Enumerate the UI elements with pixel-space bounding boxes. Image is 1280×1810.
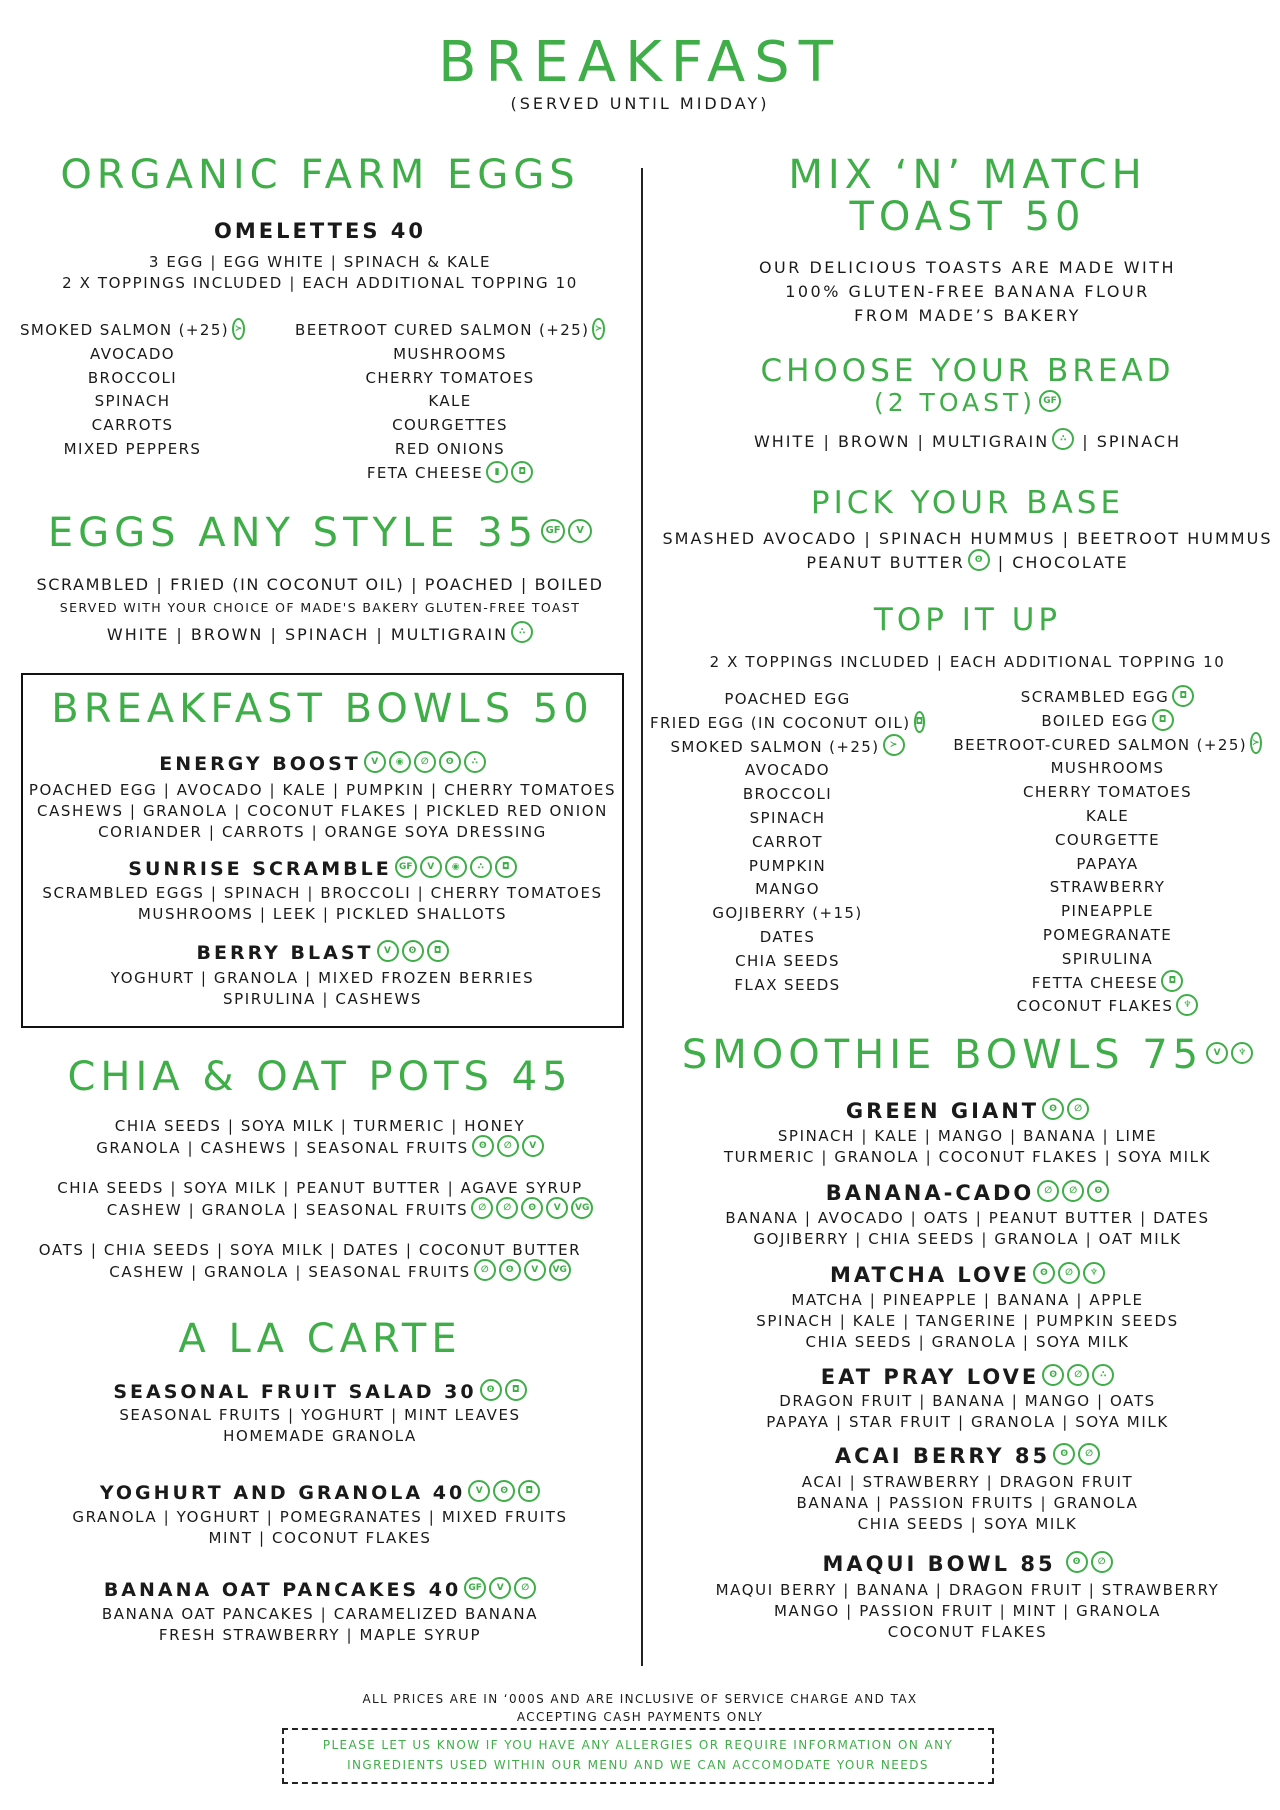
toast-desc-3: FROM MADE’S BAKERY xyxy=(854,306,1081,325)
fish-icon: ≻ xyxy=(232,318,245,340)
nut-icon: ʘ xyxy=(480,1379,502,1401)
bread-options: WHITE | BROWN | SPINACH | MULTIGRAIN xyxy=(106,624,509,644)
chia-pot-3-line-2 xyxy=(20,1261,660,1283)
vegetarian-icon: V xyxy=(468,1480,490,1502)
soy-icon: ∅ xyxy=(1067,1098,1089,1120)
fruit-salad-line-1: SEASONAL FRUITS | YOGHURT | MINT LEAVES xyxy=(119,1406,521,1424)
nut-icon: ʘ xyxy=(1053,1443,1075,1465)
list-item: SMOKED SALMON (+25) xyxy=(20,321,230,339)
gluten-free-icon: GF xyxy=(464,1577,486,1599)
fish-icon: ≻ xyxy=(1250,732,1262,754)
nut-icon: ʘ xyxy=(402,940,424,962)
fish-icon: ≻ xyxy=(592,318,605,340)
energy-boost-line-2: CASHEWS | GRANOLA | COCONUT FLAKES | PICKLED RED ONION xyxy=(37,802,608,820)
organic-farm-eggs-title: ORGANIC FARM EGGS xyxy=(60,152,580,198)
maqui-bowl-line-1: MAQUI BERRY | BANANA | DRAGON FRUIT | STRAWBERRY xyxy=(715,1581,1220,1599)
energy-boost-title: ENERGY BOOST xyxy=(159,753,361,775)
allergy-notice-box xyxy=(282,1728,994,1784)
eat-pray-love-line-2: PAPAYA | STAR FRUIT | GRANOLA | SOYA MILK xyxy=(766,1413,1169,1431)
nut-icon: ʘ xyxy=(493,1480,515,1502)
list-item: BEETROOT-CURED SALMON (+25) xyxy=(953,735,1248,754)
footer-cash: ACCEPTING CASH PAYMENTS ONLY xyxy=(516,1710,764,1724)
page-title: BREAKFAST xyxy=(438,30,842,95)
soy-icon: ∅ xyxy=(1062,1180,1084,1202)
list-item: RED ONIONS xyxy=(394,439,506,458)
acai-berry-line-3: CHIA SEEDS | SOYA MILK xyxy=(857,1515,1078,1533)
smoothie-bowls-heading xyxy=(645,1032,1280,1078)
dairy-icon: ◉ xyxy=(389,751,411,773)
vegetarian-icon: V xyxy=(546,1197,568,1219)
list-item: STRAWBERRY xyxy=(1049,878,1166,897)
green-giant-heading xyxy=(645,1099,1280,1123)
toast-desc-1: OUR DELICIOUS TOASTS ARE MADE WITH xyxy=(758,258,1177,277)
fruit-salad-title: SEASONAL FRUIT SALAD 30 xyxy=(113,1381,477,1403)
top-it-up-line: 2 X TOPPINGS INCLUDED | EACH ADDITIONAL TOPPING 10 xyxy=(709,653,1226,671)
pancakes-title: BANANA OAT PANCAKES 40 xyxy=(103,1579,462,1601)
nut-icon: ʘ xyxy=(968,549,990,571)
a-la-carte-title: A LA CARTE xyxy=(178,1316,462,1362)
chia-pot-1-line-2 xyxy=(0,1137,640,1159)
chia-pot-1-ingredients: GRANOLA | CASHEWS | SEASONAL FRUITS xyxy=(96,1138,469,1157)
berry-blast-line-2: SPIRULINA | CASHEWS xyxy=(222,990,422,1008)
list-item: GOJIBERRY (+15) xyxy=(712,904,863,923)
base-line-1: SMASHED AVOCADO | SPINACH HUMMUS | BEETROOT HUMMUS xyxy=(662,529,1273,548)
egg-icon: ◘ xyxy=(518,1480,540,1502)
mix-match-title-2: TOAST 50 xyxy=(849,194,1086,240)
list-item: KALE xyxy=(428,392,472,411)
bread-quantity: (2 TOAST) xyxy=(873,388,1037,417)
banana-cado-heading xyxy=(645,1181,1280,1205)
vegetarian-icon: V xyxy=(524,1259,546,1281)
egg-icon: ◘ xyxy=(1152,709,1174,731)
berry-blast-title: BERRY BLAST xyxy=(196,942,374,964)
list-item: AVOCADO xyxy=(745,761,830,780)
chia-pot-2-line-1: CHIA SEEDS | SOYA MILK | PEANUT BUTTER | AGAVE SYRUP xyxy=(57,1179,583,1197)
soy-icon: ∅ xyxy=(496,1197,518,1219)
toast-toppings-col-1 xyxy=(650,688,925,997)
omelettes-line-2: 2 X TOPPINGS INCLUDED | EACH ADDITIONAL TOPPING 10 xyxy=(62,274,578,292)
soy-icon: ∅ xyxy=(471,1197,493,1219)
nut-icon: ʘ xyxy=(1042,1364,1064,1386)
list-item: COURGETTE xyxy=(1055,830,1160,849)
vegetarian-icon: V xyxy=(568,519,592,543)
soy-icon: ∅ xyxy=(414,751,436,773)
eggs-any-style-line-1: SCRAMBLED | FRIED (IN COCONUT OIL) | POACHED | BOILED xyxy=(36,575,604,594)
sunrise-scramble-heading xyxy=(21,858,624,880)
eggs-any-style-bread xyxy=(0,623,640,645)
fruit-salad-line-2: HOMEMADE GRANOLA xyxy=(223,1427,417,1445)
nut-icon: ʘ xyxy=(439,751,461,773)
allergy-notice-line-1: PLEASE LET US KNOW IF YOU HAVE ANY ALLERGIES OR REQUIRE INFORMATION ON ANY xyxy=(322,1738,954,1752)
nut-icon: ʘ xyxy=(472,1135,494,1157)
berry-blast-heading xyxy=(21,942,624,964)
list-item: COCONUT FLAKES xyxy=(1016,997,1174,1016)
banana-cado-line-2: GOJIBERRY | CHIA SEEDS | GRANOLA | OAT MILK xyxy=(753,1230,1182,1248)
gluten-free-icon: GF xyxy=(1039,390,1061,412)
list-item: MANGO xyxy=(755,880,820,899)
smoothie-bowls-title: SMOOTHIE BOWLS 75 xyxy=(681,1032,1204,1078)
fish-icon: ≻ xyxy=(883,734,905,756)
base-chocolate: | CHOCOLATE xyxy=(997,552,1129,572)
list-item: BOILED EGG xyxy=(1041,711,1149,730)
list-item: AVOCADO xyxy=(90,344,175,363)
list-item: CARROTS xyxy=(91,416,174,435)
vegetarian-icon: V xyxy=(522,1135,544,1157)
maqui-bowl-line-2: MANGO | PASSION FRUIT | MINT | GRANOLA xyxy=(773,1602,1162,1620)
soy-icon: ∅ xyxy=(1067,1364,1089,1386)
maqui-bowl-line-3: COCONUT FLAKES xyxy=(887,1623,1048,1641)
list-item: CHERRY TOMATOES xyxy=(365,368,535,387)
bread-options-row xyxy=(645,430,1280,452)
sunrise-scramble-title: SUNRISE SCRAMBLE xyxy=(128,858,392,880)
matcha-love-line-2: SPINACH | KALE | TANGERINE | PUMPKIN SEEDS xyxy=(756,1312,1179,1330)
matcha-love-line-1: MATCHA | PINEAPPLE | BANANA | APPLE xyxy=(791,1291,1144,1309)
list-item: SPINACH xyxy=(94,392,171,411)
list-item: SCRAMBLED EGG xyxy=(1020,688,1170,706)
list-item: BROCCOLI xyxy=(87,368,178,387)
gluten-free-icon: GF xyxy=(541,519,565,543)
base-line-2 xyxy=(645,551,1280,573)
maqui-bowl-title: MAQUI BOWL 85 xyxy=(822,1552,1056,1576)
matcha-love-line-3: CHIA SEEDS | GRANOLA | SOYA MILK xyxy=(805,1333,1130,1351)
nut-icon: ʘ xyxy=(521,1197,543,1219)
egg-icon: ◘ xyxy=(1172,685,1194,707)
chia-pot-3-line-1: OATS | CHIA SEEDS | SOYA MILK | DATES | COCONUT BUTTER xyxy=(38,1241,582,1259)
egg-icon: ◘ xyxy=(511,461,533,483)
omelettes-line-1: 3 EGG | EGG WHITE | SPINACH & KALE xyxy=(148,253,492,271)
nut-icon: ʘ xyxy=(499,1259,521,1281)
chia-pot-2-ingredients: CASHEW | GRANOLA | SEASONAL FRUITS xyxy=(106,1200,469,1219)
pick-base-title: PICK YOUR BASE xyxy=(810,485,1125,521)
energy-boost-line-1: POACHED EGG | AVOCADO | KALE | PUMPKIN | CHERRY TOMATOES xyxy=(28,781,617,799)
list-item: PAPAYA xyxy=(1076,854,1139,873)
vegetarian-icon: V xyxy=(1206,1042,1228,1064)
list-item: BROCCOLI xyxy=(742,785,833,804)
dairy-icon: ◉ xyxy=(445,856,467,878)
seed-icon: ∴ xyxy=(464,751,486,773)
base-peanut-butter: PEANUT BUTTER xyxy=(806,552,965,572)
matcha-love-heading xyxy=(645,1263,1280,1287)
eat-pray-love-title: EAT PRAY LOVE xyxy=(820,1365,1040,1389)
vegetarian-icon: V xyxy=(489,1577,511,1599)
footer-prices: ALL PRICES ARE IN ‘000S AND ARE INCLUSIVE OF SERVICE CHARGE AND TAX xyxy=(362,1692,918,1706)
list-item: PUMPKIN xyxy=(748,856,827,875)
omelettes-title: OMELETTES 40 xyxy=(214,219,426,243)
list-item: MIXED PEPPERS xyxy=(63,439,202,458)
soy-icon: ∅ xyxy=(497,1135,519,1157)
maqui-bowl-heading xyxy=(645,1552,1280,1576)
green-giant-line-1: SPINACH | KALE | MANGO | BANANA | LIME xyxy=(777,1127,1158,1145)
choose-bread-sub xyxy=(645,388,1280,417)
list-item: POACHED EGG xyxy=(724,690,851,708)
list-item: POMEGRANATE xyxy=(1042,925,1173,944)
list-item: KALE xyxy=(1085,806,1130,825)
nut-icon: ʘ xyxy=(1087,1180,1109,1202)
list-item: CHIA SEEDS xyxy=(735,951,840,970)
banana-cado-line-1: BANANA | AVOCADO | OATS | PEANUT BUTTER | DATES xyxy=(725,1209,1210,1227)
green-giant-line-2: TURMERIC | GRANOLA | COCONUT FLAKES | SOYA MILK xyxy=(723,1148,1212,1166)
chia-pot-3-ingredients: CASHEW | GRANOLA | SEASONAL FRUITS xyxy=(109,1262,471,1281)
egg-icon: ◘ xyxy=(914,711,926,733)
seed-icon: ∴ xyxy=(470,856,492,878)
wheat-icon: ♆ xyxy=(1176,994,1198,1016)
eat-pray-love-line-1: DRAGON FRUIT | BANANA | MANGO | OATS xyxy=(779,1392,1156,1410)
yoghurt-granola-line-1: GRANOLA | YOGHURT | POMEGRANATES | MIXED FRUITS xyxy=(72,1508,568,1526)
allergy-notice-line-2: INGREDIENTS USED WITHIN OUR MENU AND WE CAN ACCOMODATE YOUR NEEDS xyxy=(347,1758,929,1772)
list-item: PINEAPPLE xyxy=(1061,902,1154,921)
toast-desc-2: 100% GLUTEN-FREE BANANA FLOUR xyxy=(785,282,1150,301)
chia-pot-1-line-1: CHIA SEEDS | SOYA MILK | TURMERIC | HONEY xyxy=(114,1117,526,1135)
bread-options-a: WHITE | BROWN | MULTIGRAIN xyxy=(753,431,1050,451)
nut-icon: ʘ xyxy=(1066,1551,1088,1573)
list-item: COURGETTES xyxy=(392,416,508,435)
list-item: CARROT xyxy=(752,832,823,851)
chia-pot-2-line-2 xyxy=(30,1199,670,1221)
pancakes-heading xyxy=(0,1579,640,1601)
green-giant-title: GREEN GIANT xyxy=(845,1099,1040,1123)
acai-berry-heading xyxy=(645,1444,1280,1468)
gluten-free-icon: GF xyxy=(395,856,417,878)
nut-icon: ʘ xyxy=(1042,1098,1064,1120)
pancakes-line-2: FRESH STRAWBERRY | MAPLE SYRUP xyxy=(158,1626,482,1644)
fruit-salad-heading xyxy=(0,1381,640,1403)
soy-icon: ∅ xyxy=(474,1259,496,1281)
vegetarian-icon: V xyxy=(420,856,442,878)
list-item: FRIED EGG (IN COCONUT OIL) xyxy=(649,713,911,732)
yoghurt-granola-line-2: MINT | COCONUT FLAKES xyxy=(208,1529,432,1547)
seed-icon: ∴ xyxy=(1092,1364,1114,1386)
acai-berry-title: ACAI BERRY 85 xyxy=(834,1444,1051,1468)
chia-oat-pots-title: CHIA & OAT POTS 45 xyxy=(67,1054,573,1100)
energy-boost-heading xyxy=(21,753,624,775)
seed-icon: ∴ xyxy=(1052,428,1074,450)
mix-match-title-1: MIX ‘N’ MATCH xyxy=(788,152,1147,198)
top-it-up-title: TOP IT UP xyxy=(873,602,1062,638)
energy-boost-line-3: CORIANDER | CARROTS | ORANGE SOYA DRESSING xyxy=(98,823,547,841)
egg-icon: ◘ xyxy=(1161,970,1183,992)
soy-icon: ∅ xyxy=(1078,1443,1100,1465)
soy-icon: ∅ xyxy=(1058,1262,1080,1284)
omelette-toppings-col-2 xyxy=(295,319,605,486)
egg-icon: ◘ xyxy=(495,856,517,878)
list-item: SMOKED SALMON (+25) xyxy=(670,737,880,756)
dairy-icon: ▮ xyxy=(486,461,508,483)
list-item: MUSHROOMS xyxy=(393,344,507,363)
list-item: FETA CHEESE xyxy=(366,463,484,482)
list-item: FLAX SEEDS xyxy=(734,975,841,994)
vegan-icon: VG xyxy=(549,1259,571,1281)
list-item: CHERRY TOMATOES xyxy=(1022,783,1193,802)
breakfast-bowls-title: BREAKFAST BOWLS 50 xyxy=(51,686,594,732)
column-divider xyxy=(641,168,643,1666)
page-subtitle: (SERVED UNTIL MIDDAY) xyxy=(510,94,770,113)
soy-icon: ∅ xyxy=(1091,1551,1113,1573)
eggs-any-style-line-2: SERVED WITH YOUR CHOICE OF MADE'S BAKERY GLUTEN-FREE TOAST xyxy=(59,600,581,615)
pancakes-line-1: BANANA OAT PANCAKES | CARAMELIZED BANANA xyxy=(101,1605,539,1623)
egg-icon: ◘ xyxy=(505,1379,527,1401)
list-item: DATES xyxy=(759,927,816,946)
sunrise-scramble-line-2: MUSHROOMS | LEEK | PICKLED SHALLOTS xyxy=(137,905,508,923)
list-item: SPINACH xyxy=(749,808,826,827)
vegan-icon: VG xyxy=(571,1197,593,1219)
eggs-any-style-heading xyxy=(0,510,640,556)
egg-icon: ◘ xyxy=(427,940,449,962)
choose-bread-title: CHOOSE YOUR BREAD xyxy=(760,353,1175,389)
berry-blast-line-1: YOGHURT | GRANOLA | MIXED FROZEN BERRIES xyxy=(110,969,535,987)
soy-icon: ∅ xyxy=(1037,1180,1059,1202)
soy-icon: ∅ xyxy=(514,1577,536,1599)
eggs-any-style-title: EGGS ANY STYLE 35 xyxy=(47,510,539,556)
vegetarian-icon: V xyxy=(377,940,399,962)
list-item: BEETROOT CURED SALMON (+25) xyxy=(295,321,590,339)
vegetarian-icon: V xyxy=(364,751,386,773)
toast-toppings-col-2 xyxy=(953,686,1260,1019)
list-item: FETTA CHEESE xyxy=(1031,973,1159,992)
acai-berry-line-2: BANANA | PASSION FRUITS | GRANOLA xyxy=(796,1494,1139,1512)
sunrise-scramble-line-1: SCRAMBLED EGGS | SPINACH | BROCCOLI | CHERRY TOMATOES xyxy=(42,884,603,902)
matcha-love-title: MATCHA LOVE xyxy=(830,1263,1030,1287)
omelette-toppings-col-1 xyxy=(20,319,245,462)
yoghurt-granola-title: YOGHURT AND GRANOLA 40 xyxy=(99,1482,466,1504)
acai-berry-line-1: ACAI | STRAWBERRY | DRAGON FRUIT xyxy=(801,1473,1134,1491)
banana-cado-title: BANANA-CADO xyxy=(825,1181,1035,1205)
nut-icon: ʘ xyxy=(1033,1262,1055,1284)
seed-icon: ∴ xyxy=(511,621,533,643)
wheat-icon: ♆ xyxy=(1083,1262,1105,1284)
eat-pray-love-heading xyxy=(645,1365,1280,1389)
bread-options-b: | SPINACH xyxy=(1082,431,1182,451)
wheat-icon: ♆ xyxy=(1231,1042,1253,1064)
yoghurt-granola-heading xyxy=(0,1482,640,1504)
list-item: MUSHROOMS xyxy=(1050,759,1165,778)
list-item: SPIRULINA xyxy=(1061,949,1154,968)
